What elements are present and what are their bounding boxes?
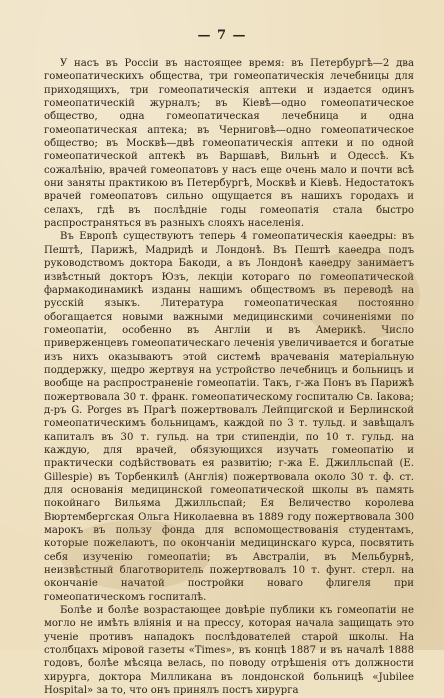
paragraph: У насъ въ Россіи въ настоящее время: въ Петербургѣ—2 два гомеопатическихъ общества, три гомеопатическія лечебницы для приходящихъ, три гомеопатическія аптеки и издается одинъ гомеопатическій журналъ; въ Кіевѣ—одно гомеопатическое общество, одна гомеопатическая лечебница и одна гомеопатическая аптека; въ Черниговѣ—одно гомеопатическое общество; въ Москвѣ—двѣ гомеопатическія аптеки и по одной гомеопатической аптекѣ въ Варшавѣ, Вильнѣ и Одессѣ. Къ сожалѣнію, врачей гомеопатовъ у насъ еще очень мало и почти всѣ они заняты практикою въ Петербургѣ, Москвѣ и Кіевѣ. Недостатокъ врачей гомеопатовъ сильно ощущается въ нашихъ городахъ и селахъ, гдѣ въ послѣдніе годы гомеопатія стала быстро распространяться въ разныхъ слояхъ населенія. (44, 58, 414, 230)
paragraph: Болѣе и болѣе возрастающее довѣріе публики къ гомеопатіи не могло не имѣть вліянія и на прессу, которая начала защищать это ученіе противъ нападокъ послѣдователей старой школы. На столбцахъ міровой газеты «Times», въ концѣ 1887 и въ началѣ 1888 годовъ, болѣе мѣсяца велась, по поводу отрѣшенія отъ должности хирурга, доктора Милликана въ лондонской больницѣ «Jubilee Hospital» за то, что онъ принялъ постъ хирурга (44, 605, 414, 697)
paragraph: Въ Европѣ существуютъ теперь 4 гомеопатическія каѳедры: въ Пештѣ, Парижѣ, Мадридѣ и Лондонѣ. Въ Пештѣ каѳедра подъ руководствомъ доктора Бакоди, а въ Лондонѣ каѳедру занимаетъ извѣстный докторъ Юзъ, лекціи котораго по гомеопатической фармакодинамикѣ изданы нашимъ обществомъ въ переводѣ на русскій языкъ. Литература гомеопатическая постоянно обогащается новыми важными медицинскими сочиненіями по гомеопатіи, особенно въ Англіи и въ Америкѣ. Число приверженцевъ гомеопатическаго леченія увеличивается и богатые изъ нихъ оказываютъ этой системѣ врачеванія матеріальную поддержку, щедро жертвуя на устройство лечебницъ и больницъ и вообще на распространеніе гомеопатіи. Такъ, г-жа Понъ въ Парижѣ пожертвовала 30 т. франк. гомеопатическому госпиталю Св. Іакова; д-ръ G. Porges въ Прагѣ пожертвовалъ Лейпцигской и Берлинской гомеопатическимъ больницамъ, каждой по 3 т. тульд. и завѣщалъ капиталъ въ 30 т. гульд. на три стипендіи, по 10 т. гульд. на каждую, для врачей, обязующихся изучать гомеопатію и практически содѣйствовать ея развитію; г-жа Е. Джилльспай (E. Gillespie) въ Торбенкилѣ (Англія) пожертвовала около 30 т. ф. ст. для основанія медицинской гомеопатической школы въ память покойнаго Вильяма Джилльспай; Ея Величество королева Вюртембергская Ольга Николаевна въ 1889 году пожертвовала 300 марокъ въ пользу фонда для вспомоществованія студентамъ, которые пожелаютъ, по окончаніи медицинскаго курса, посвятить себя изученію гомеопатіи; въ Австраліи, въ Мельбурнѣ, неизвѣстный благотворитель пожертвовалъ 10 т. фунт. стерл. на окончаніе начатой постройки новаго флигеля при гомеопатическомъ госпиталѣ. (44, 231, 414, 603)
body-text (44, 57, 414, 698)
page-number: — 7 — (197, 28, 247, 43)
